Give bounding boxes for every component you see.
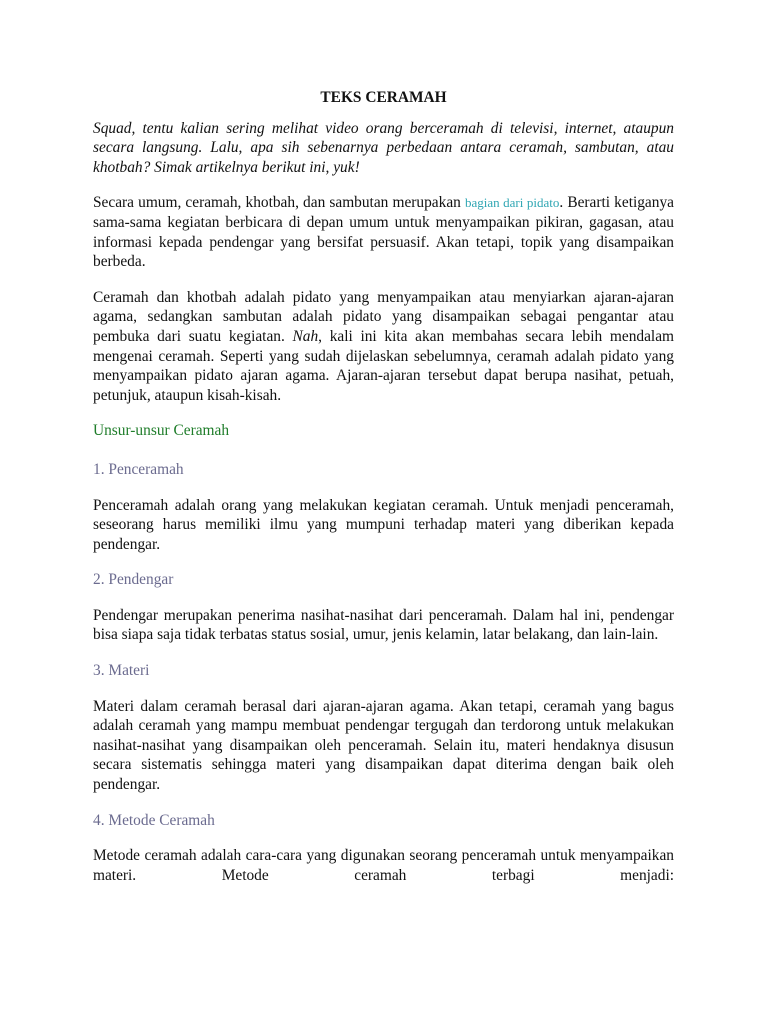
item-heading-materi: 3. Materi: [93, 662, 150, 680]
paragraph-definition: [93, 193, 674, 271]
item-heading-penceramah: 1. Penceramah: [93, 460, 184, 478]
item-heading-pendengar: 2. Pendengar: [93, 571, 174, 589]
paragraph-definition-text-end: . Berarti ketiganya sama-sama kegiatan berbicara di depan umum untuk menyampaikan pikiran, gagasan, atau informasi kepada pendengar yang bersifat persuasif. Akan tetapi, topik yang disampaikan berbeda.: [93, 194, 674, 271]
nah-emphasis: Nah: [292, 327, 319, 345]
section-heading-unsur-ceramah: Unsur-unsur Ceramah: [93, 422, 230, 440]
intro-paragraph: Squad, tentu kalian sering melihat video orang berceramah di televisi, internet, ataupun secara langsung. Lalu, apa sih sebenarnya perbedaan antara ceramah, sambutan, atau khotbah? Simak artikelnya berikut ini, yuk!: [93, 119, 674, 176]
item-text-metode-ceramah: Metode ceramah adalah cara-cara yang digunakan seorang penceramah untuk menyampaikan materi. Metode ceramah terbagi menjadi:: [93, 847, 674, 884]
document-title: TEKS CERAMAH: [320, 89, 447, 106]
item-heading-metode-ceramah: 4. Metode Ceramah: [93, 811, 215, 829]
paragraph-definition-text-start: Secara umum, ceramah, khotbah, dan sambutan merupakan: [93, 194, 465, 212]
item-text-pendengar: Pendengar merupakan penerima nasihat-nasihat dari penceramah. Dalam hal ini, pendengar bisa siapa saja tidak terbatas status sosial, umur, jenis kelamin, latar belakang, dan lain-lain.: [93, 606, 674, 644]
document-page: [93, 88, 674, 901]
item-text-penceramah: Penceramah adalah orang yang melakukan kegiatan ceramah. Untuk menjadi penceramah, seseorang harus memiliki ilmu yang mumpuni terhadap materi yang diberikan kepada pendengar.: [93, 496, 674, 553]
paragraph-explanation-text-end: , kali ini kita akan membahas secara lebih mendalam mengenai ceramah. Seperti yang sudah dijelaskan sebelumnya, ceramah adalah pidato yang menyampaikan pidato ajaran agama. Ajaran-ajaran tersebut dapat berupa nasihat, petuah, petunjuk, ataupun kisah-kisah.: [93, 327, 675, 404]
item-text-materi: Materi dalam ceramah berasal dari ajaran-ajaran agama. Akan tetapi, ceramah yang bagus adalah ceramah yang mampu membuat pendengar tergugah dan terdorong untuk melakukan nasihat-nasihat yang disampaikan oleh penceramah. Selain itu, materi hendaknya disusun secara sistematis sehingga materi yang disampaikan dapat diterima dengan baik oleh pendengar.: [93, 697, 674, 794]
paragraph-explanation-text-start: Ceramah dan khotbah adalah pidato yang menyampaikan atau menyiarkan ajaran-ajaran agama, sedangkan sambutan adalah pidato yang disampaikan sebagai pengantar atau pembuka dari suatu kegiatan.: [93, 288, 674, 345]
paragraph-explanation: [93, 288, 674, 406]
bagian-dari-pidato-link[interactable]: bagian dari pidato: [464, 195, 560, 211]
